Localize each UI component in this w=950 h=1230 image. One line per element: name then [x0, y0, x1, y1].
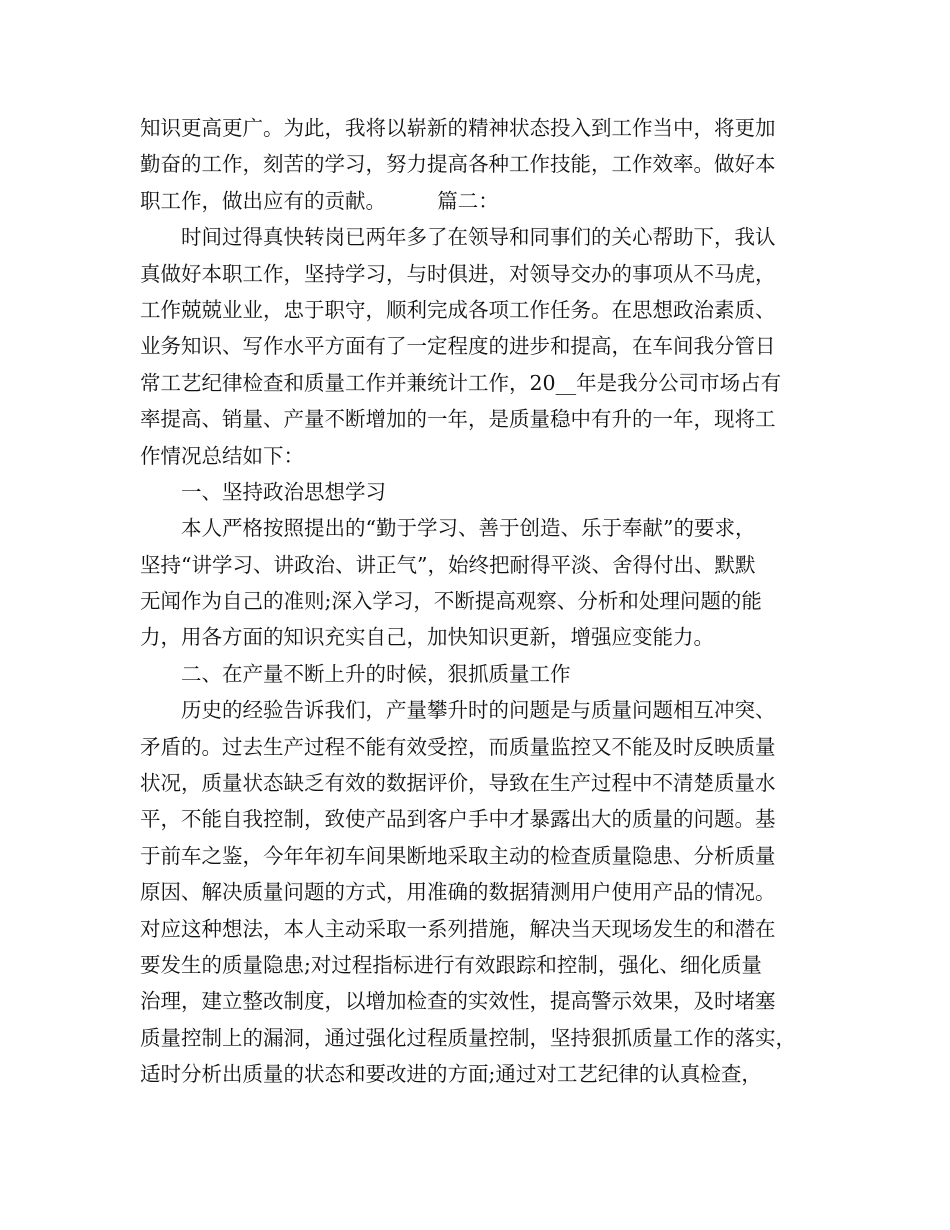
text-line: 真做好本职工作，坚持学习，与时俱进，对领导交办的事项从不马虎， — [140, 261, 776, 286]
text-line: 率提高、销量、产量不断增加的一年，是质量稳中有升的一年，现将工 — [140, 407, 776, 432]
text-line: 对应这种想法，本人主动采取一系列措施，解决当天现场发生的和潜在 — [140, 916, 776, 941]
text-line: 力，用各方面的知识充实自己，加快知识更新，增强应变能力。 — [140, 625, 714, 650]
text-line: 业务知识、写作水平方面有了一定程度的进步和提高，在车间我分管日 — [140, 334, 776, 359]
document-body — [140, 110, 830, 1093]
text-line: 二、在产量不断上升的时候，狠抓质量工作 — [181, 661, 571, 686]
text-line: 勤奋的工作，刻苦的学习，努力提高各种工作技能，工作效率。做好本 — [140, 152, 776, 177]
text-line: 作情况总结如下： — [140, 443, 304, 468]
text-line: 治理，建立整改制度，以增加检查的实效性，提高警示效果，及时堵塞 — [140, 989, 776, 1014]
text-line: 质量控制上的漏洞，通过强化过程质量控制，坚持狠抓质量工作的落实， — [140, 1025, 796, 1050]
text-line: 职工作，做出应有的贡献。 篇二： — [140, 188, 499, 213]
text-line: 要发生的质量隐患;对过程指标进行有效跟踪和控制，强化、细化质量 — [140, 952, 762, 977]
text-line: 知识更高更广。为此，我将以崭新的精神状态投入到工作当中，将更加 — [140, 116, 776, 140]
text-line: 时间过得真快转岗已两年多了在领导和同事们的关心帮助下，我认 — [181, 225, 776, 250]
text-line: 适时分析出质量的状态和要改进的方面;通过对工艺纪律的认真检查， — [140, 1062, 762, 1087]
text-line: 状况，质量状态缺乏有效的数据评价，导致在生产过程中不清楚质量水 — [140, 771, 776, 796]
text-line: 常工艺纪律检查和质量工作并兼统计工作，20__年是我分公司市场占有 — [140, 370, 782, 395]
text-line: 本人严格按照提出的“勤于学习、善于创造、乐于奉献”的要求， — [181, 516, 756, 541]
text-line: 矛盾的。过去生产过程不能有效受控，而质量监控又不能及时反映质量 — [140, 734, 776, 759]
text-line: 无闻作为自己的准则;深入学习，不断提高观察、分析和处理问题的能 — [140, 589, 762, 614]
text-line: 平，不能自我控制，致使产品到客户手中才暴露出大的质量的问题。基 — [140, 807, 776, 832]
text-line: 历史的经验告诉我们，产量攀升时的问题是与质量问题相互冲突、 — [181, 698, 776, 723]
text-line: 坚持“讲学习、讲政治、讲正气”，始终把耐得平淡、舍得付出、默默 — [140, 552, 756, 577]
text-line: 一、坚持政治思想学习 — [181, 479, 386, 504]
text-line: 原因、解决质量问题的方式，用准确的数据猜测用户使用产品的情况。 — [140, 880, 776, 905]
text-line: 于前车之鉴，今年年初车间果断地采取主动的检查质量隐患、分析质量 — [140, 843, 776, 868]
text-line: 工作兢兢业业，忠于职守，顺利完成各项工作任务。在思想政治素质、 — [140, 297, 776, 322]
